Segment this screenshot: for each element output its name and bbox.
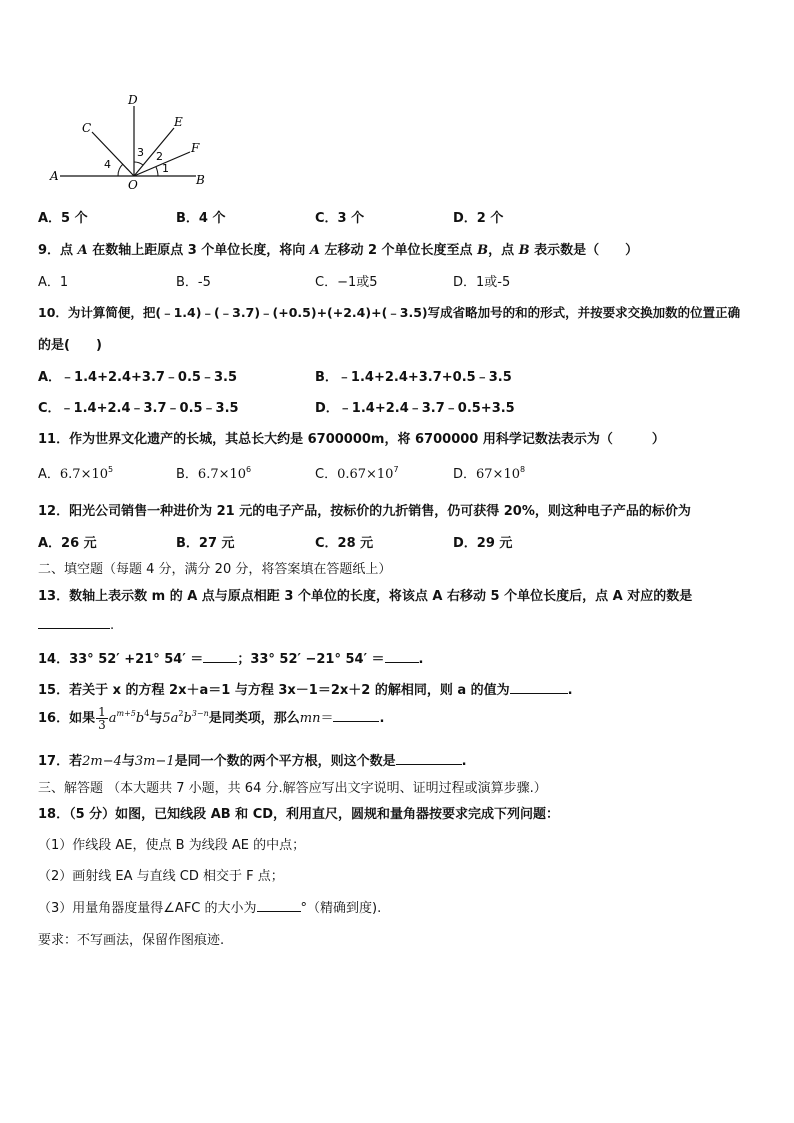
q11-option-b-base: 6.7×10 (197, 467, 247, 482)
q18-step-3-b: °（精确到度). (300, 901, 382, 916)
q11-option-a-base: 6.7×10 (59, 467, 109, 482)
q11-option-d-base: 67×10 (476, 467, 520, 482)
q9-p2: 在数轴上距原点 3 个单位长度，将向 (87, 243, 310, 258)
q11-option-c-base: 0.67×10 (337, 467, 394, 482)
q13-end: . (110, 618, 115, 633)
q16-b: b (135, 711, 145, 726)
angle-label-2: 2 (156, 150, 163, 163)
q10-option-c: C．﹣1.4+2.4﹣3.7﹣0.5﹣3.5 (38, 401, 239, 416)
section-2-heading: 二、填空题（每题 4 分，满分 20 分，将答案填在答题纸上） (38, 562, 392, 577)
ray-oc (92, 132, 134, 176)
q17-end: . (461, 754, 467, 769)
q11-stem: 11．作为世界文化遗产的长城，其总长大约是 6700000m，将 6700000 用科学记数法表示为（ ） (38, 432, 665, 447)
q9-p4: ，点 (488, 243, 519, 258)
q11-option-d-label: D． (453, 467, 477, 482)
angle-arc-1 (156, 167, 158, 176)
label-f: F (191, 141, 200, 155)
q16-exp4: 3−n (191, 709, 209, 718)
q15-blank (510, 681, 568, 694)
q8-option-a: A．5 个 (38, 211, 88, 226)
angle-arc-3 (134, 162, 143, 165)
label-d: D (128, 93, 138, 107)
q13-blank (38, 616, 110, 629)
q16-exp2: 4 (144, 709, 150, 718)
q10-option-a: A．﹣1.4+2.4+3.7﹣0.5﹣3.5 (38, 370, 237, 385)
q9-option-d: D．1或-5 (453, 275, 511, 290)
label-e: E (174, 115, 183, 129)
q10-stem-line1: 10．为计算简便，把(﹣1.4)﹣(﹣3.7)﹣(+0.5)+(+2.4)+(﹣3.5)写成省略加号的和的形式，并按要求交换加数的位置正确 (38, 305, 741, 320)
q16-term2: 5a (162, 711, 179, 726)
q9-option-c: C．−1或5 (315, 275, 378, 290)
q16-mn: mn (299, 711, 321, 726)
q16-eq: ＝ (320, 711, 334, 726)
q14-p3: . (418, 652, 424, 667)
q11-option-b-label: B． (176, 467, 198, 482)
q9-point-b1: B (477, 243, 489, 258)
q11-option-d (453, 463, 525, 482)
q14-stem (38, 648, 423, 667)
q17-expr2: 3m−1 (134, 754, 175, 769)
q9-point-a1: A (77, 243, 88, 258)
q16-end: . (379, 711, 385, 726)
q17-p3: 是同一个数的两个平方根，则这个数是 (174, 754, 396, 769)
q16-p3: 是同类项，那么 (208, 711, 300, 726)
q12-option-c: C．28 元 (315, 536, 374, 551)
label-o: O (128, 178, 138, 192)
q18-step-1: （1）作线段 AE，使点 B 为线段 AE 的中点； (38, 838, 306, 853)
q18-step-3-a: （3）用量角器度量得∠AFC 的大小为 (38, 901, 257, 916)
q16-b2: b (183, 711, 192, 726)
q11-option-a-label: A． (38, 467, 60, 482)
q11-option-c-exp: 7 (393, 465, 399, 474)
q12-option-a: A．26 元 (38, 536, 97, 551)
q12-stem: 12．阳光公司销售一种进价为 21 元的电子产品，按标价的九折销售，仍可获得 20%，则这种电子产品的标价为 (38, 504, 691, 519)
q13-answer-line (38, 616, 114, 633)
q9-stem (38, 239, 638, 258)
q12-option-b: B．27 元 (176, 536, 235, 551)
label-b: B (196, 173, 205, 187)
q17-stem (38, 750, 467, 769)
q11-option-c-label: C． (315, 467, 338, 482)
q17-expr1: 2m−4 (82, 754, 122, 769)
q14-blank-2 (385, 650, 419, 663)
label-c: C (82, 121, 92, 135)
q11-option-a (38, 463, 113, 482)
q10-option-d: D．﹣1.4+2.4﹣3.7﹣0.5+3.5 (315, 401, 515, 416)
angle-label-1: 1 (162, 162, 169, 175)
q18-step-2: （2）画射线 EA 与直线 CD 相交于 F 点； (38, 869, 284, 884)
q18-requirement: 要求：不写画法，保留作图痕迹. (38, 933, 225, 948)
q15-stem (38, 679, 573, 698)
q18-step-3 (38, 897, 381, 916)
q17-blank (396, 752, 462, 765)
q16-p1: 16．如果 (38, 711, 96, 726)
q12-option-d: D．29 元 (453, 536, 513, 551)
q11-option-c (315, 463, 399, 482)
q17-p1: 17．若 (38, 754, 83, 769)
q10-stem-line2: 的是( ) (38, 338, 102, 353)
q17-p2: 与 (121, 754, 135, 769)
q16-a: a (108, 711, 117, 726)
q16-blank (333, 709, 379, 722)
q16-exp1: m+5 (116, 709, 136, 718)
q9-p5: 表示数是（ ） (529, 243, 639, 258)
q14-p2: ；33° 52′ −21° 54′ ＝ (237, 652, 385, 667)
q18-blank (257, 899, 301, 912)
q9-point-a2: A (309, 243, 320, 258)
q9-option-b: B．-5 (176, 275, 211, 290)
q18-stem: 18．（5 分）如图，已知线段 AB 和 CD，利用直尺，圆规和量角器按要求完成下列问题： (38, 807, 560, 822)
angle-figure (40, 92, 220, 192)
q13-stem: 13．数轴上表示数 m 的 A 点与原点相距 3 个单位的长度，将该点 A 右移动 5 个单位长度后，点 A 对应的数是 (38, 589, 693, 604)
angle-label-3: 3 (137, 146, 144, 159)
q9-point-b2: B (518, 243, 530, 258)
q9-option-a: A．1 (38, 275, 69, 290)
label-a: A (50, 169, 59, 183)
q16-denominator: 3 (98, 718, 106, 732)
q8-option-b: B．4 个 (176, 211, 226, 226)
q16-p2: 与 (149, 711, 163, 726)
q11-option-a-exp: 5 (108, 465, 114, 474)
q8-option-d: D．2 个 (453, 211, 504, 226)
q15-p1: 15．若关于 x 的方程 2x＋a＝1 与方程 3x－1＝2x＋2 的解相同，则 a 的值为 (38, 683, 510, 698)
q16-stem (38, 706, 384, 731)
q10-option-b: B．﹣1.4+2.4+3.7+0.5﹣3.5 (315, 370, 512, 385)
q16-numerator: 1 (98, 705, 106, 719)
angle-arc-4 (118, 164, 123, 176)
q9-p1: 9．点 (38, 243, 78, 258)
q11-option-b (176, 463, 251, 482)
q16-fraction (96, 706, 108, 731)
q11-option-d-exp: 8 (520, 465, 526, 474)
q16-exp3: 2 (178, 709, 184, 718)
q15-p2: . (567, 683, 573, 698)
q14-blank-1 (203, 650, 237, 663)
section-3-heading: 三、解答题 （本大题共 7 小题，共 64 分.解答应写出文字说明、证明过程或演算步骤.） (38, 781, 547, 796)
q14-p1: 14．33° 52′ +21° 54′ ＝ (38, 652, 204, 667)
q8-option-c: C．3 个 (315, 211, 365, 226)
angle-label-4: 4 (104, 158, 111, 171)
q11-option-b-exp: 6 (246, 465, 252, 474)
q9-p3: 左移动 2 个单位长度至点 (319, 243, 478, 258)
